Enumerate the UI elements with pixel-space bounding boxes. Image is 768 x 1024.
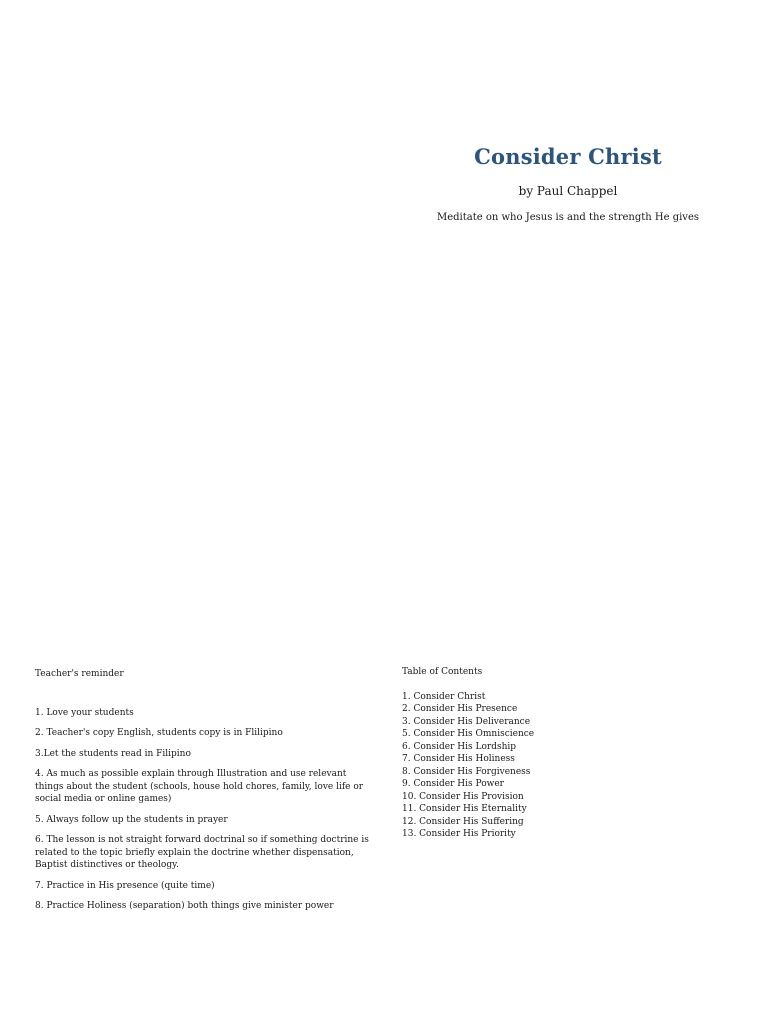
document-title: Consider Christ <box>474 144 662 169</box>
toc-item: 8. Consider His Forgiveness <box>402 766 531 777</box>
toc-item: 6. Consider His Lordship <box>402 741 517 752</box>
table-of-contents <box>402 666 742 841</box>
reminder-item: 8. Practice Holiness (separation) both things give minister power <box>35 901 334 911</box>
cover-block <box>384 140 752 223</box>
toc-item: 13. Consider His Priority <box>402 829 516 839</box>
toc-item: 3. Consider His Deliverance <box>402 716 531 727</box>
toc-item: 1. Consider Christ <box>402 691 486 702</box>
reminder-item: 3.Let the students read in Filipino <box>35 748 191 759</box>
toc-item: 5. Consider His Omniscience <box>402 729 535 739</box>
toc-item: 2. Consider His Presence <box>402 704 518 714</box>
toc-heading: Table of Contents <box>402 667 483 677</box>
reminder-item: 4. As much as possible explain through Illustration and use relevant things about the student (schools, house hold chores, family, love life or social media or online games) <box>35 769 364 804</box>
author-line: by Paul Chappel <box>518 184 618 198</box>
reminder-item: 6. The lesson is not straight forward doctrinal so if something doctrine is related to the topic briefly explain the doctrine whether dispensation, Baptist distinctives or theology. <box>35 835 369 870</box>
teachers-reminder-section <box>35 668 375 921</box>
reminder-item: 5. Always follow up the students in prayer <box>35 814 228 825</box>
toc-item: 11. Consider His Eternality <box>402 804 527 814</box>
toc-list <box>402 691 742 841</box>
reminder-item: 7. Practice in His presence (quite time) <box>35 880 215 891</box>
toc-item: 10. Consider His Provision <box>402 791 524 802</box>
toc-item: 12. Consider His Suffering <box>402 816 524 827</box>
subtitle-line: Meditate on who Jesus is and the strength He gives <box>437 212 699 223</box>
toc-item: 7. Consider His Holiness <box>402 754 515 764</box>
reminder-heading: Teacher's reminder <box>35 669 124 679</box>
reminder-item: 2. Teacher's copy English, students copy is in Flilipino <box>35 728 283 738</box>
reminder-item: 1. Love your students <box>35 707 134 718</box>
toc-item: 9. Consider His Power <box>402 779 504 789</box>
